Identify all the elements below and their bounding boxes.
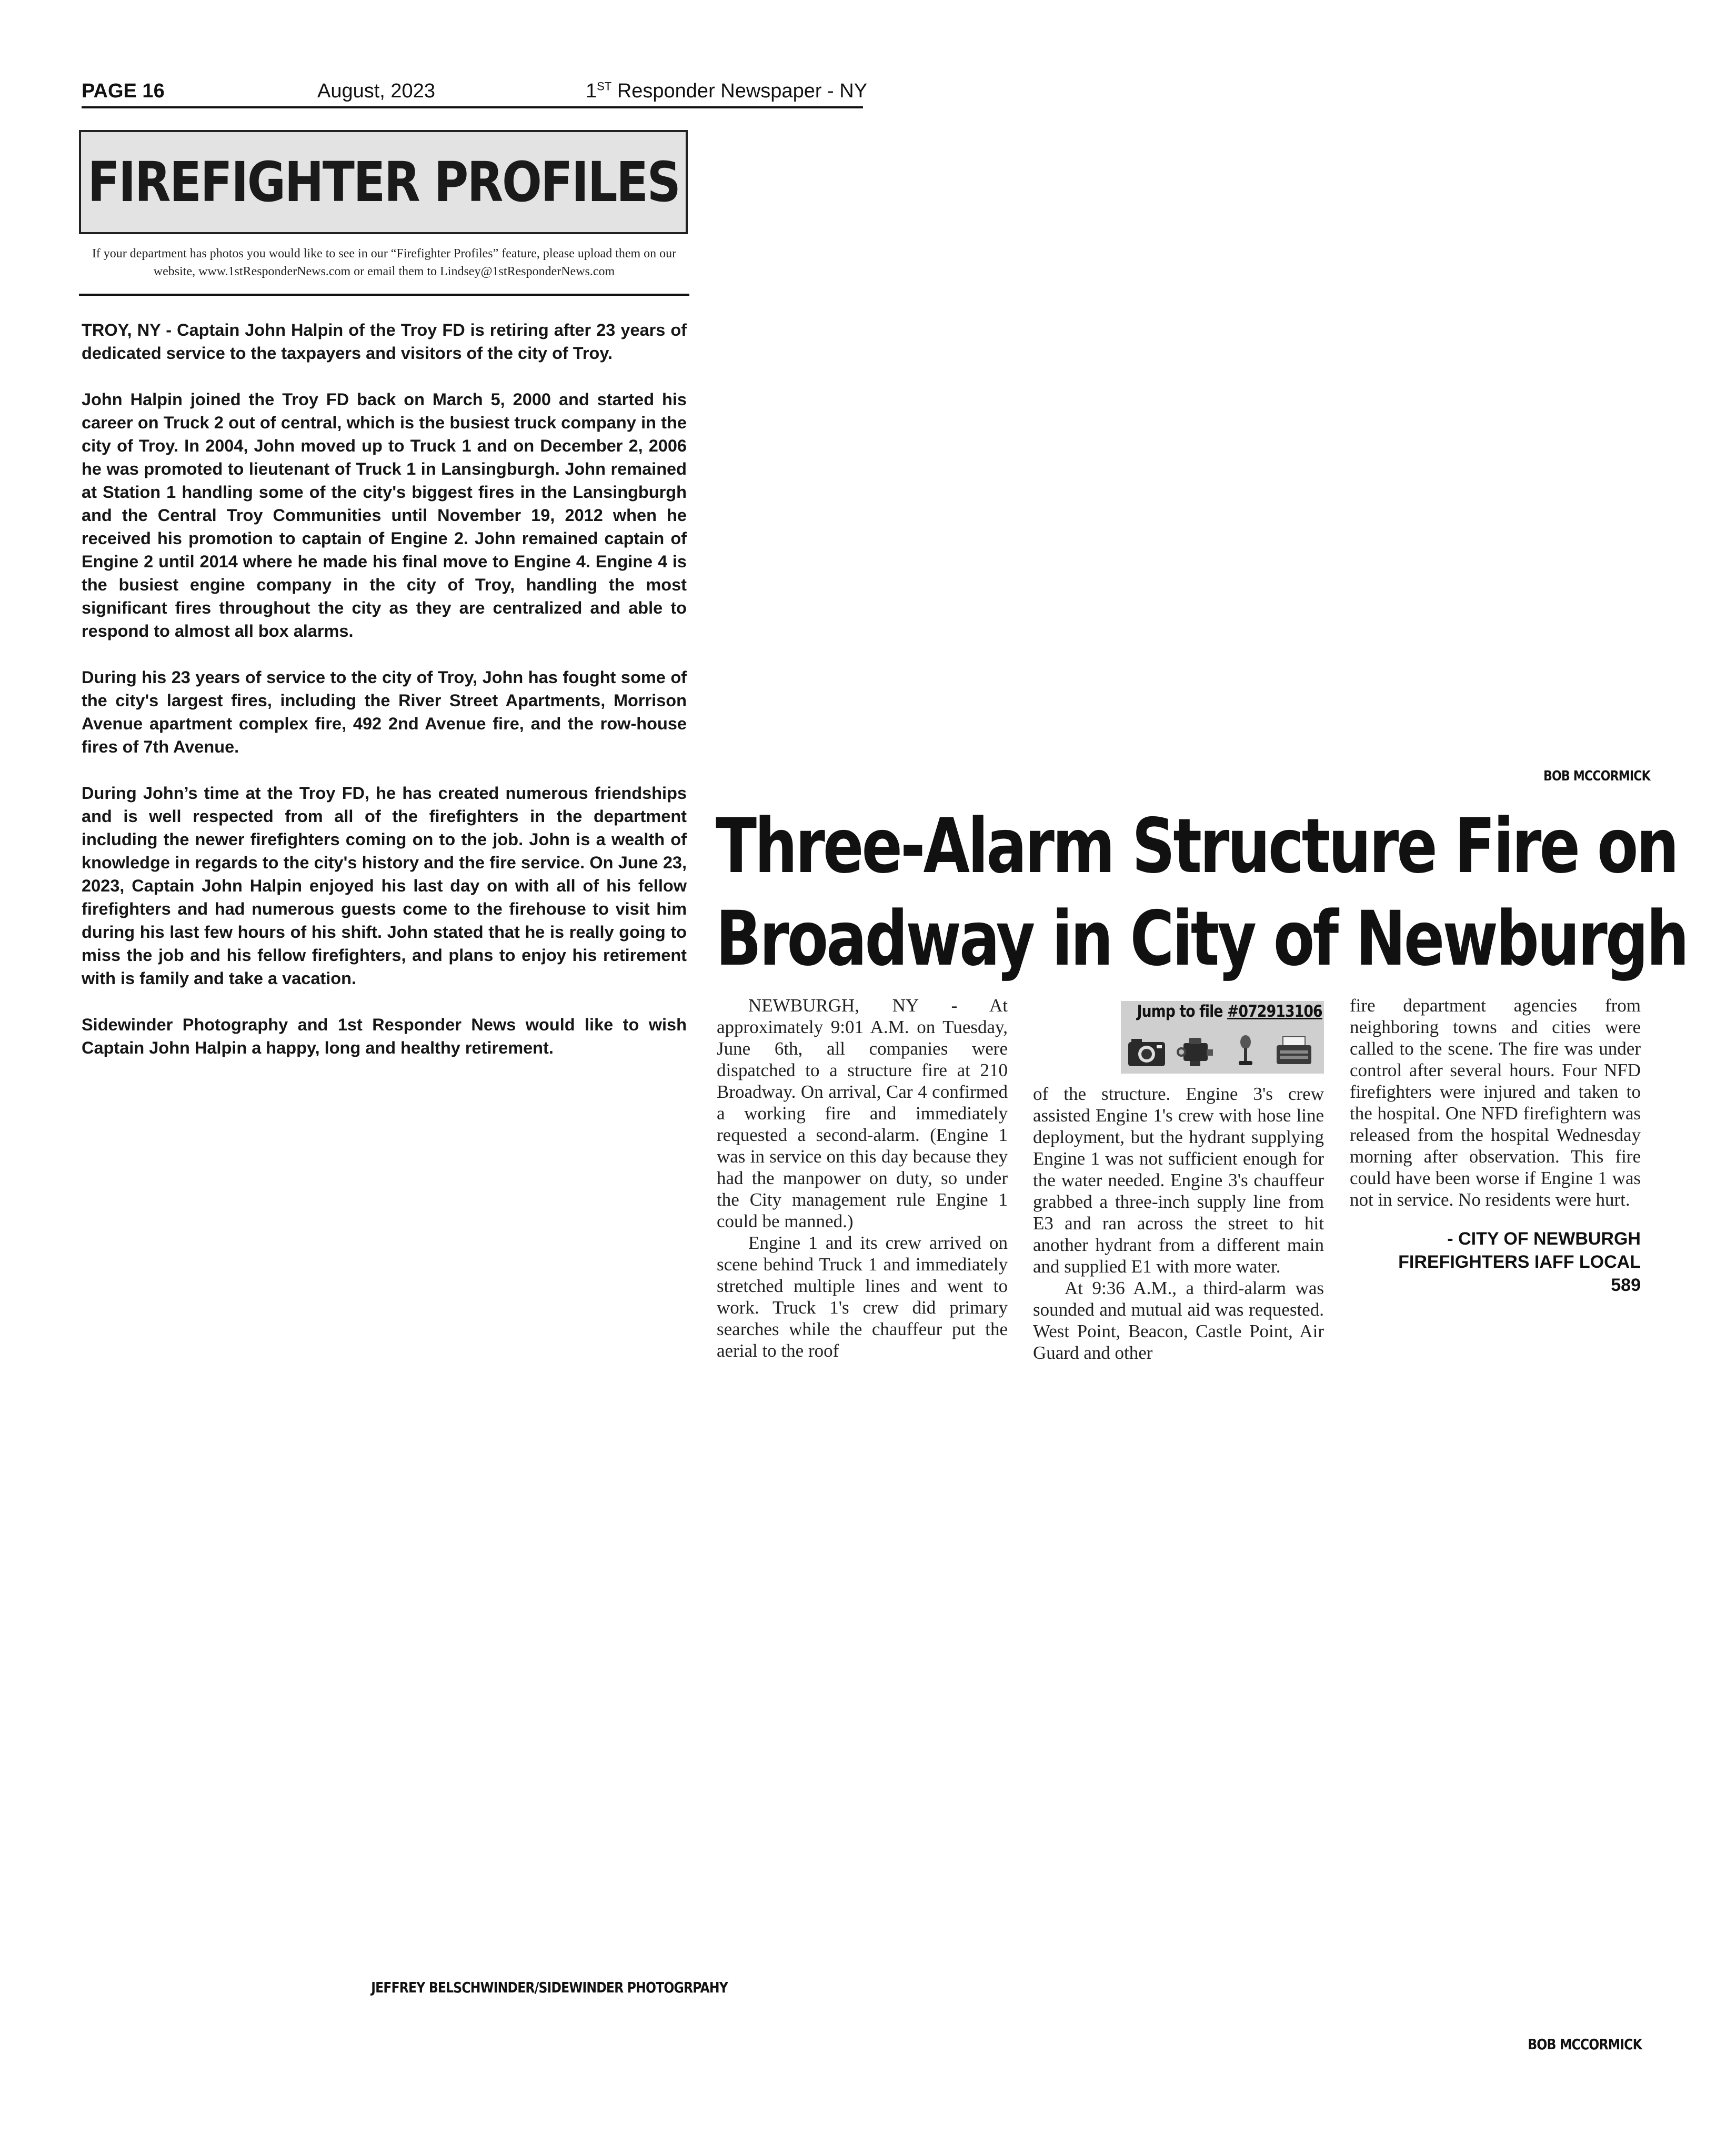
publication-prefix: 1 <box>586 80 597 102</box>
profile-paragraph: TROY, NY - Captain John Halpin of the Troy FD is retiring after 23 years of dedicated service to the taxpayers and visitors of the city of Troy. <box>82 320 687 363</box>
article-column-2 <box>1033 1083 1324 1364</box>
issue-date: August, 2023 <box>317 80 435 102</box>
section-banner <box>79 130 688 234</box>
section-title: FIREFIGHTER PROFILES <box>87 150 679 214</box>
jump-label-text: Jump to file <box>1137 1002 1228 1021</box>
camera-icon <box>1127 1034 1166 1068</box>
article-headline <box>716 800 1688 985</box>
profile-paragraph: John Halpin joined the Troy FD back on March 5, 2000 and started his career on Truck 2 out of central, which is the busiest truck company in the city of Troy. In 2004, John moved up to Truck 1 and on December 2, 2006 he was promoted to lieutenant of Truck 1 in Lansingburgh. John remained at Station 1 handling some of the city's biggest fires in the Lansingburgh and the Central Troy Communities until November 19, 2012 when he received his promotion to captain of Engine 2. John remained captain of Engine 2 until 2014 where he made his final move to Engine 4. Engine 4 is the busiest engine company in the city of Troy, handling the most significant fires throughout the city as they are centralized and able to respond to almost all box alarms. <box>82 390 687 640</box>
article-paragraph: fire department agencies from neighboring towns and cities were called to the scene. The fire was under control after several hours. Four NFD firefighters were injured and taken to the hospital. One NFD firefightern was released from the hospital Wednesday morning after observation. This fire could have been worse if Engine 1 was not in service. No residents were hurt. <box>1350 995 1641 1210</box>
microphone-icon <box>1226 1034 1265 1068</box>
profile-paragraph: During John’s time at the Troy FD, he has created numerous friendships and is well respected from all of the firefighters in the department including the newer firefighters coming on to the job. John is a wealth of knowledge in regards to the city's history and the fire service. On June 23, 2023, Captain John Halpin enjoyed his last day on with all of his fellow firefighters and had numerous guests come to the firehouse to visit him during his last few hours of his shift. John stated that he is really going to miss the job and his fellow firefighters, and plans to enjoy his retirement with is family and take a vacation. <box>82 784 687 988</box>
article-paragraph: of the structure. Engine 3's crew assisted Engine 1's crew with hose line deployment, but the hydrant supplying Engine 1 was not sufficient enough for the water needed. Engine 3's chauffeur grabbed a three-inch supply line from E3 and ran across the street to hit another hydrant from a different main and supplied E1 with more water. <box>1033 1084 1324 1277</box>
jump-to-file-box[interactable] <box>1121 1001 1324 1074</box>
profile-article <box>82 318 687 1083</box>
publication-superscript: ST <box>597 79 612 93</box>
headline-line-1: Three-Alarm Structure Fire on <box>716 802 1677 890</box>
headline-line-2: Broadway in City of Newburgh <box>716 895 1688 983</box>
photo-credit: JEFFREY BELSCHWINDER/SIDEWINDER PHOTOGRPAHY <box>371 1979 728 1996</box>
header-rule <box>82 106 863 108</box>
signoff-line: FIREFIGHTERS IAFF LOCAL <box>1398 1252 1641 1272</box>
article-paragraph: At 9:36 A.M., a third-alarm was sounded and mutual aid was requested. West Point, Beacon, Castle Point, Air Guard and other <box>1033 1278 1324 1363</box>
article-column-1 <box>717 995 1008 1361</box>
signoff-line: - CITY OF NEWBURGH <box>1447 1229 1641 1249</box>
article-signoff <box>1350 1227 1641 1297</box>
publication-suffix: Responder Newspaper - NY <box>611 80 868 102</box>
article-paragraph: Engine 1 and its crew arrived on scene behind Truck 1 and immediately stretched multiple lines and went to work. Truck 1's crew did primary searches while the chauffeur put the aerial to the roof <box>717 1233 1008 1361</box>
video-camera-icon <box>1176 1034 1215 1068</box>
profile-paragraph: Sidewinder Photography and 1st Responder News would like to wish Captain John Halpin a happy, long and healthy retirement. <box>82 1015 687 1057</box>
article-paragraph: NEWBURGH, NY - At approximately 9:01 A.M. on Tuesday, June 6th, all companies were dispatched to a structure fire at 210 Broadway. On arrival, Car 4 confirmed a working fire and immediately requested a second-alarm. (Engine 1 was in service on this day because they had the manpower on duty, so under the City management rule Engine 1 could be manned.) <box>717 995 1008 1231</box>
bottom-photo-credit: BOB MCCORMICK <box>1528 2036 1642 2053</box>
publication-name <box>586 78 867 104</box>
section-note: If your department has photos you would like to see in our “Firefighter Profiles” feature, please upload them on our website, www.1stResponderNews.com or email them to Lindsey@1stResponderNews.com <box>92 247 677 278</box>
section-rule <box>79 294 689 296</box>
article-column-3 <box>1350 995 1641 1297</box>
signoff-line: 589 <box>1611 1275 1641 1295</box>
article-byline: BOB MCCORMICK <box>1543 768 1650 784</box>
page-number: PAGE 16 <box>82 80 165 102</box>
typewriter-icon <box>1275 1034 1313 1068</box>
profile-paragraph: During his 23 years of service to the city of Troy, John has fought some of the city's largest fires, including the River Street Apartments, Morrison Avenue apartment complex fire, 492 2nd Avenue fire, and the row-house fires of 7th Avenue. <box>82 668 687 756</box>
jump-file-number[interactable]: #072913106 <box>1227 1002 1322 1021</box>
jump-to-file-label[interactable] <box>1137 1002 1322 1021</box>
